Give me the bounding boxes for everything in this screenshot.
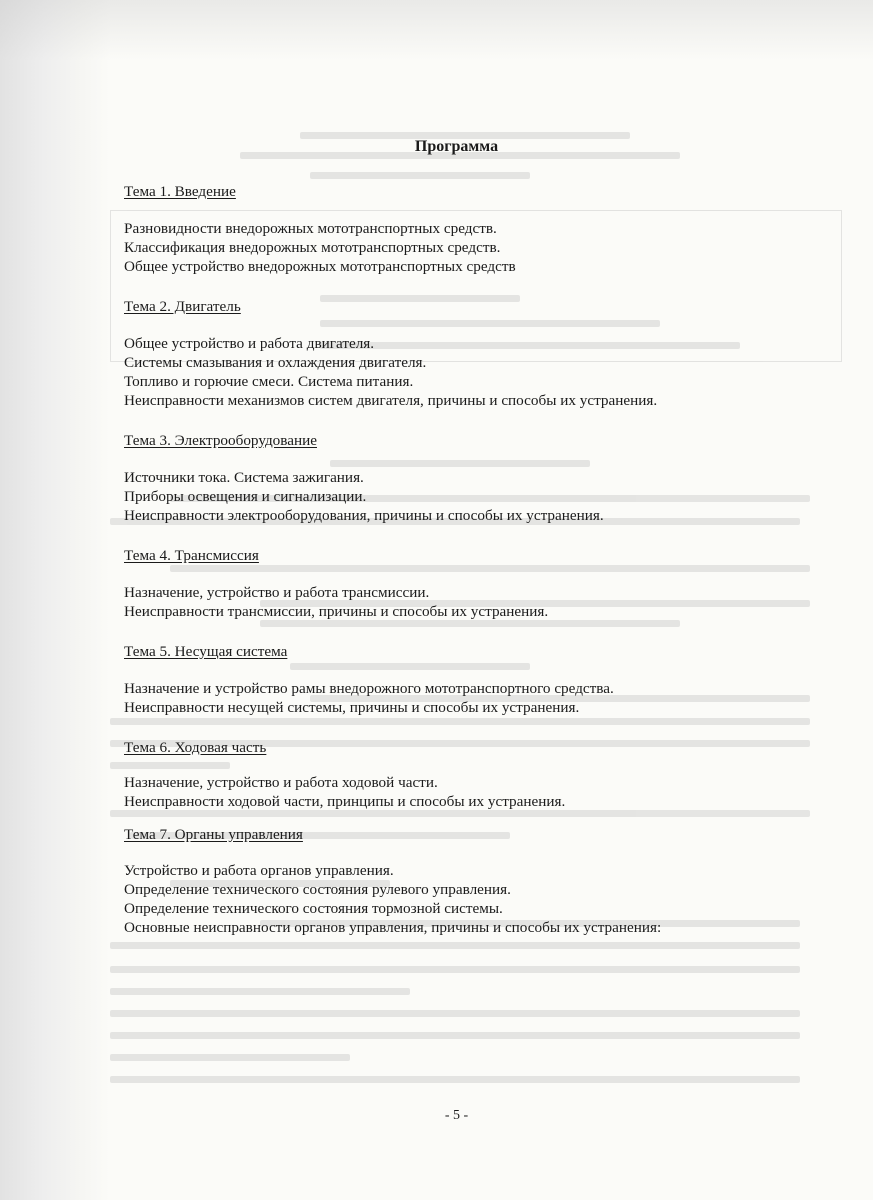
topic-items <box>124 583 824 621</box>
topic-item: Неисправности ходовой части, принципы и способы их устранения. <box>124 793 566 810</box>
page-title: Программа <box>414 138 499 155</box>
topic-item: Неисправности механизмов систем двигателя, причины и способы их устранения. <box>124 392 658 409</box>
topic-5 <box>124 642 824 717</box>
topic-heading: Тема 1. Введение <box>124 183 236 200</box>
topic-heading: Тема 6. Ходовая часть <box>124 739 267 756</box>
topic-item: Определение технического состояния тормозной системы. <box>124 900 503 917</box>
topic-item: Неисправности трансмиссии, причины и способы их устранения. <box>124 603 549 620</box>
topic-item: Основные неисправности органов управления, причины и способы их устранения: <box>124 919 662 936</box>
program-content <box>124 182 824 937</box>
topic-3 <box>124 431 824 525</box>
topic-item: Определение технического состояния рулевого управления. <box>124 881 511 898</box>
topic-item: Неисправности несущей системы, причины и способы их устранения. <box>124 699 580 716</box>
topic-item: Общее устройство внедорожных мототранспортных средств <box>124 258 516 275</box>
topic-4 <box>124 546 824 621</box>
topic-item: Классификация внедорожных мототранспортных средств. <box>124 239 501 256</box>
topic-item: Назначение и устройство рамы внедорожного мототранспортного средства. <box>124 680 614 697</box>
topic-item: Устройство и работа органов управления. <box>124 862 394 879</box>
topic-1 <box>124 182 824 276</box>
topic-item: Назначение, устройство и работа ходовой части. <box>124 774 438 791</box>
scan-top-shade <box>0 0 873 60</box>
topic-heading: Тема 5. Несущая система <box>124 643 288 660</box>
topic-item: Разновидности внедорожных мототранспортных средств. <box>124 220 497 237</box>
topic-item: Системы смазывания и охлаждения двигателя. <box>124 354 427 371</box>
scan-shadow <box>0 0 110 1200</box>
topic-2 <box>124 297 824 410</box>
topic-items <box>124 861 824 937</box>
topic-item: Назначение, устройство и работа трансмиссии. <box>124 584 430 601</box>
topic-items <box>124 679 824 717</box>
topic-items <box>124 334 824 410</box>
topic-heading: Тема 3. Электрооборудование <box>124 432 317 449</box>
topic-item: Приборы освещения и сигнализации. <box>124 488 367 505</box>
topic-items <box>124 773 824 811</box>
topic-items <box>124 219 824 276</box>
topic-item: Неисправности электрооборудования, причины и способы их устранения. <box>124 507 604 524</box>
topic-6 <box>124 738 824 811</box>
topic-item: Топливо и горючие смеси. Система питания. <box>124 373 414 390</box>
topic-heading: Тема 2. Двигатель <box>124 298 241 315</box>
topic-heading: Тема 7. Органы управления <box>124 826 303 843</box>
topic-7 <box>124 825 824 937</box>
topic-heading: Тема 4. Трансмиссия <box>124 547 259 564</box>
topic-item: Общее устройство и работа двигателя. <box>124 335 375 352</box>
topic-item: Источники тока. Система зажигания. <box>124 469 364 486</box>
page-number: - 5 - <box>444 1108 469 1123</box>
topic-items <box>124 468 824 525</box>
